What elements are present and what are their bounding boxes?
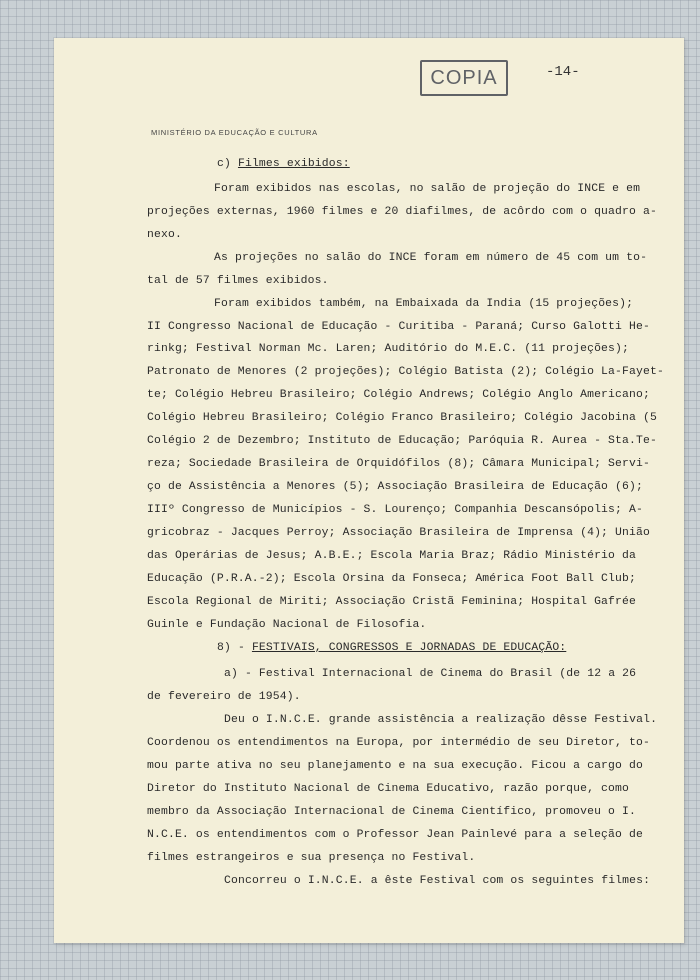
text-line: Coordenou os entendimentos na Europa, por intermédio de seu Diretor, to- — [147, 737, 650, 749]
section-c-prefix: c) — [217, 158, 238, 170]
section-8-title: FESTIVAIS, CONGRESSOS E JORNADAS DE EDUCAÇÃO: — [251, 642, 567, 654]
text-line: Guinle e Fundação Nacional de Filosofia. — [147, 619, 427, 631]
document-page — [54, 38, 684, 943]
text-line: Foram exibidos nas escolas, no salão de projeção do INCE e em — [214, 183, 641, 195]
text-line: te; Colégio Hebreu Brasileiro; Colégio Andrews; Colégio Anglo Americano; — [147, 389, 650, 401]
text-line: Concorreu o I.N.C.E. a êste Festival com os seguintes filmes: — [224, 875, 651, 887]
text-line: ço de Assistência a Menores (5); Associação Brasileira de Educação (6); — [147, 481, 643, 493]
text-line: rinkg; Festival Norman Mc. Laren; Auditório do M.E.C. (11 projeções); — [147, 343, 629, 355]
text-line: II Congresso Nacional de Educação - Curitiba - Paraná; Curso Galotti He- — [147, 321, 650, 333]
text-line: Diretor do Instituto Nacional de Cinema Educativo, razão porque, como — [147, 783, 629, 795]
text-line: Colégio 2 de Dezembro; Instituto de Educação; Paróquia R. Aurea - Sta.Te- — [147, 435, 657, 447]
text-line: Patronato de Menores (2 projeções); Colégio Batista (2); Colégio La-Fayet- — [147, 366, 664, 378]
text-line: membro da Associação Internacional de Cinema Científico, promoveu o I. — [147, 806, 636, 818]
text-line: N.C.E. os entendimentos com o Professor Jean Painlevé para a seleção de — [147, 829, 643, 841]
section-c-title: Filmes exibidos: — [237, 158, 350, 170]
text-line: tal de 57 filmes exibidos. — [147, 275, 329, 287]
text-line: Colégio Hebreu Brasileiro; Colégio Franco Brasileiro; Colégio Jacobina (5 — [147, 412, 657, 424]
copia-stamp: COPIA — [420, 60, 508, 96]
section-8-prefix: 8) - — [217, 642, 252, 654]
text-line: Escola Regional de Miriti; Associação Cristã Feminina; Hospital Gafrée — [147, 596, 636, 608]
text-line: gricobraz - Jacques Perroy; Associação Brasileira de Imprensa (4); União — [147, 527, 650, 539]
text-line: Educação (P.R.A.-2); Escola Orsina da Fonseca; América Foot Ball Club; — [147, 573, 636, 585]
text-line: IIIº Congresso de Municípios - S. Lourenço; Companhia Descansópolis; A- — [147, 504, 643, 516]
text-line: de fevereiro de 1954). — [147, 691, 301, 703]
section-c-heading — [217, 158, 350, 170]
text-line: projeções externas, 1960 filmes e 20 diafilmes, de acôrdo com o quadro a- — [147, 206, 657, 218]
text-line: mou parte ativa no seu planejamento e na sua execução. Ficou a cargo do — [147, 760, 643, 772]
page-number: -14- — [546, 64, 580, 80]
text-line: filmes estrangeiros e sua presença no Festival. — [147, 852, 476, 864]
ministry-header: MINISTÉRIO DA EDUCAÇÃO E CULTURA — [151, 128, 318, 137]
text-line: das Operárias de Jesus; A.B.E.; Escola Maria Braz; Rádio Ministério da — [147, 550, 636, 562]
text-line: Deu o I.N.C.E. grande assistência a realização dêsse Festival. — [224, 714, 658, 726]
text-line: nexo. — [147, 229, 182, 241]
section-8-heading — [217, 642, 566, 654]
text-line: a) - Festival Internacional de Cinema do Brasil (de 12 a 26 — [224, 668, 637, 680]
text-line: As projeções no salão do INCE foram em número de 45 com um to- — [214, 252, 648, 264]
text-line: reza; Sociedade Brasileira de Orquidófilos (8); Câmara Municipal; Servi- — [147, 458, 650, 470]
text-line: Foram exibidos também, na Embaixada da India (15 projeções); — [214, 298, 634, 310]
